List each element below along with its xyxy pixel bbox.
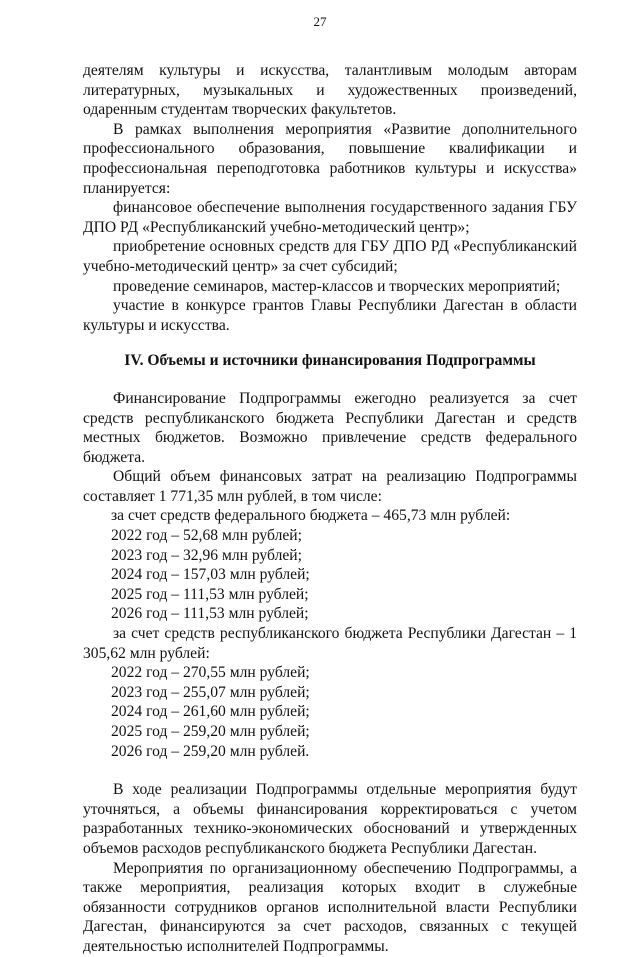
republican-year-line: 2025 год – 259,20 млн рублей; — [111, 723, 310, 740]
list-item-fixed-assets: приобретение основных средств для ГБУ ДПО РД «Республиканский учебно-методический центр» за счет субсидий; — [83, 238, 577, 275]
paragraph-event-intro: В рамках выполнения мероприятия «Развитие дополнительного профессионального образования, повышение квалификации и профессиональная переподготовка работников культуры и искусства» планируется: — [83, 120, 577, 197]
republican-year-line: 2022 год – 270,55 млн рублей; — [111, 664, 310, 682]
paragraph-total-volume: Общий объем финансовых затрат на реализацию Подпрограммы составляет 1 771,35 млн рублей, в том числе: — [83, 468, 577, 505]
list-item-seminars: проведение семинаров, мастер-классов и творческих мероприятий; — [113, 277, 561, 295]
paragraph-continuation: деятелям культуры и искусства, талантливым молодым авторам литературных, музыкальных и художественных произведений, одаренным студентам творческих факультетов. — [83, 62, 577, 119]
federal-year-line: 2023 год – 32,96 млн рублей; — [111, 546, 302, 564]
republican-year-line: 2023 год – 255,07 млн рублей; — [111, 683, 310, 701]
federal-year-line: 2025 год – 111,53 млн рублей; — [111, 585, 309, 603]
paragraph-adjustments: В ходе реализации Подпрограммы отдельные мероприятия будут уточняться, а объемы финансирования корректироваться с учетом разработанных технико-экономических обоснований и утвержденных объемов расходов республиканского бюджета Республики Дагестан. — [83, 781, 577, 857]
section-heading: IV. Объемы и источники финансирования Подпрограммы — [124, 352, 536, 370]
republican-year-line: 2024 год – 261,60 млн рублей; — [111, 703, 310, 721]
paragraph-organizational-support: Мероприятия по организационному обеспечению Подпрограммы, а также мероприятия, реализация которых входит в служебные обязанности сотрудников органов исполнительной власти Республики Дагестан, финансируются за счет расходов, связанных с текущей деятельностью исполнителей Подпрограммы. — [83, 859, 577, 955]
republican-year-line: 2026 год – 259,20 млн рублей. — [111, 742, 310, 760]
federal-year-line: 2022 год – 52,68 млн рублей; — [111, 527, 302, 545]
republican-budget-label: за счет средств республиканского бюджета Республики Дагестан – 1 305,62 млн рублей: — [83, 625, 577, 662]
document-body — [83, 61, 577, 957]
federal-year-line: 2026 год – 111,53 млн рублей; — [111, 605, 309, 623]
paragraph-spacer — [83, 761, 577, 780]
list-item-state-task: финансовое обеспечение выполнения государственного задания ГБУ ДПО РД «Республиканский учебно-методический центр»; — [83, 199, 577, 236]
page-number: 27 — [313, 14, 327, 29]
federal-year-line: 2024 год – 157,03 млн рублей; — [111, 566, 310, 584]
federal-budget-label: за счет средств федерального бюджета – 465,73 млн рублей: — [111, 507, 511, 525]
list-item-grants: участие в конкурсе грантов Главы Республики Дагестан в области культуры и искусства. — [83, 297, 577, 334]
paragraph-financing-intro: Финансирование Подпрограммы ежегодно реализуется за счет средств республиканского бюджета Республики Дагестан и средств местных бюджетов. Возможно привлечение средств федерального бюджета. — [83, 389, 577, 466]
